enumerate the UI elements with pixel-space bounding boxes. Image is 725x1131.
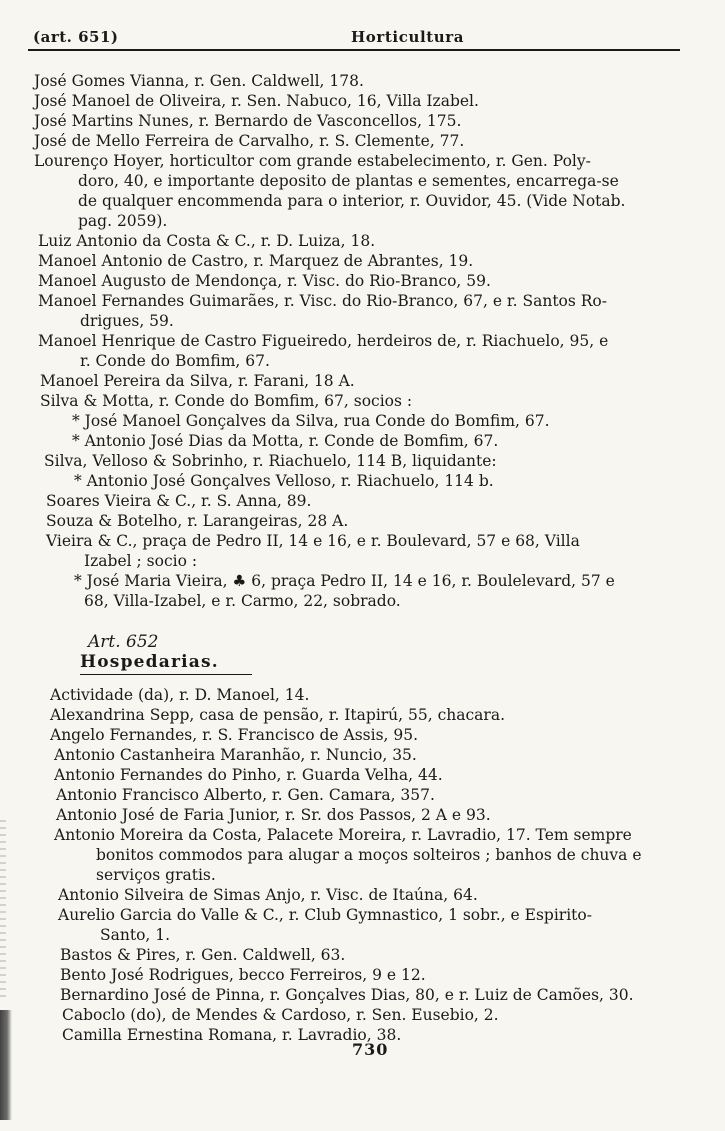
entry-line: Manoel Antonio de Castro, r. Marquez de Abrantes, 19. (38, 252, 474, 270)
article-title-underline (80, 674, 252, 675)
page-header (33, 26, 683, 48)
entry-line: Alexandrina Sepp, casa de pensão, r. Itapirú, 55, chacara. (50, 706, 506, 724)
entry-line: Antonio Silveira de Simas Anjo, r. Visc. de Itaúna, 64. (58, 886, 478, 904)
entry-line: Silva & Motta, r. Conde do Bomfim, 67, socios : (40, 392, 413, 410)
entry-line: Manoel Fernandes Guimarães, r. Visc. do Rio-Branco, 67, e r. Santos Ro- (38, 292, 608, 310)
entry-line: * Antonio José Gonçalves Velloso, r. Riachuelo, 114 b. (74, 472, 494, 490)
entry-line: Actividade (da), r. D. Manoel, 14. (50, 686, 310, 704)
entry-line: doro, 40, e importante deposito de plantas e sementes, encarrega-se (78, 172, 619, 190)
header-section-title: Horticultura (351, 28, 465, 46)
entry-line: José de Mello Ferreira de Carvalho, r. S. Clemente, 77. (34, 132, 465, 150)
entry-line: Caboclo (do), de Mendes & Cardoso, r. Sen. Eusebio, 2. (62, 1006, 499, 1024)
header-article-ref: (art. 651) (33, 28, 119, 46)
entry-line: Antonio Castanheira Maranhão, r. Nuncio, 35. (54, 746, 417, 764)
page-edge-shadow (0, 820, 6, 1000)
entry-line: drigues, 59. (80, 312, 174, 330)
entry-line: Bastos & Pires, r. Gen. Caldwell, 63. (60, 946, 346, 964)
entry-line: r. Conde do Bomfim, 67. (80, 352, 270, 370)
entry-line: Manoel Pereira da Silva, r. Farani, 18 A. (40, 372, 355, 390)
page-edge-binding (0, 1010, 12, 1120)
entry-line: de qualquer encommenda para o interior, r. Ouvidor, 45. (Vide Notab. (78, 192, 626, 210)
entry-line: Bento José Rodrigues, becco Ferreiros, 9 e 12. (60, 966, 426, 984)
entry-line: pag. 2059). (78, 212, 168, 230)
entry-line: Manoel Augusto de Mendonça, r. Visc. do Rio-Branco, 59. (38, 272, 491, 290)
entry-line: Lourenço Hoyer, horticultor com grande estabelecimento, r. Gen. Poly- (34, 152, 591, 170)
entry-line: José Martins Nunes, r. Bernardo de Vasconcellos, 175. (34, 112, 462, 130)
entry-line: José Manoel de Oliveira, r. Sen. Nabuco, 16, Villa Izabel. (34, 92, 479, 110)
entry-line: Angelo Fernandes, r. S. Francisco de Assis, 95. (50, 726, 419, 744)
entry-line: José Gomes Vianna, r. Gen. Caldwell, 178. (34, 72, 364, 90)
entry-line: Soares Vieira & C., r. S. Anna, 89. (46, 492, 312, 510)
entry-line: * José Maria Vieira, ♣ 6, praça Pedro II, 14 e 16, r. Boulelevard, 57 e (74, 572, 615, 590)
page-number: 730 (352, 1040, 389, 1059)
header-rule (28, 49, 680, 51)
entry-line: bonitos commodos para alugar a moços solteiros ; banhos de chuva e (96, 846, 642, 864)
entry-line: Antonio Fernandes do Pinho, r. Guarda Velha, 44. (54, 766, 443, 784)
entry-line: Izabel ; socio : (84, 552, 198, 570)
article-title: Hospedarias. (80, 652, 219, 672)
entry-line: Camilla Ernestina Romana, r. Lavradio, 38. (62, 1026, 402, 1044)
entry-line: Antonio Francisco Alberto, r. Gen. Camara, 357. (56, 786, 435, 804)
entry-line: Aurelio Garcia do Valle & C., r. Club Gymnastico, 1 sobr., e Espirito- (58, 906, 592, 924)
entry-line: Bernardino José de Pinna, r. Gonçalves Dias, 80, e r. Luiz de Camões, 30. (60, 986, 634, 1004)
entry-line: Silva, Velloso & Sobrinho, r. Riachuelo, 114 B, liquidante: (44, 452, 497, 470)
entry-line: 68, Villa-Izabel, e r. Carmo, 22, sobrado. (84, 592, 401, 610)
article-number: Art. 652 (88, 632, 159, 652)
entry-line: * José Manoel Gonçalves da Silva, rua Conde do Bomfim, 67. (72, 412, 550, 430)
entry-line: Vieira & C., praça de Pedro II, 14 e 16, e r. Boulevard, 57 e 68, Villa (46, 532, 580, 550)
entry-line: Santo, 1. (100, 926, 171, 944)
entry-line: Manoel Henrique de Castro Figueiredo, herdeiros de, r. Riachuelo, 95, e (38, 332, 609, 350)
entry-line: * Antonio José Dias da Motta, r. Conde de Bomfim, 67. (72, 432, 499, 450)
entry-line: Antonio José de Faria Junior, r. Sr. dos Passos, 2 A e 93. (56, 806, 491, 824)
entry-line: Luiz Antonio da Costa & C., r. D. Luiza, 18. (38, 232, 376, 250)
entry-line: serviços gratis. (96, 866, 216, 884)
entry-line: Antonio Moreira da Costa, Palacete Moreira, r. Lavradio, 17. Tem sempre (54, 826, 632, 844)
entry-line: Souza & Botelho, r. Larangeiras, 28 A. (46, 512, 349, 530)
